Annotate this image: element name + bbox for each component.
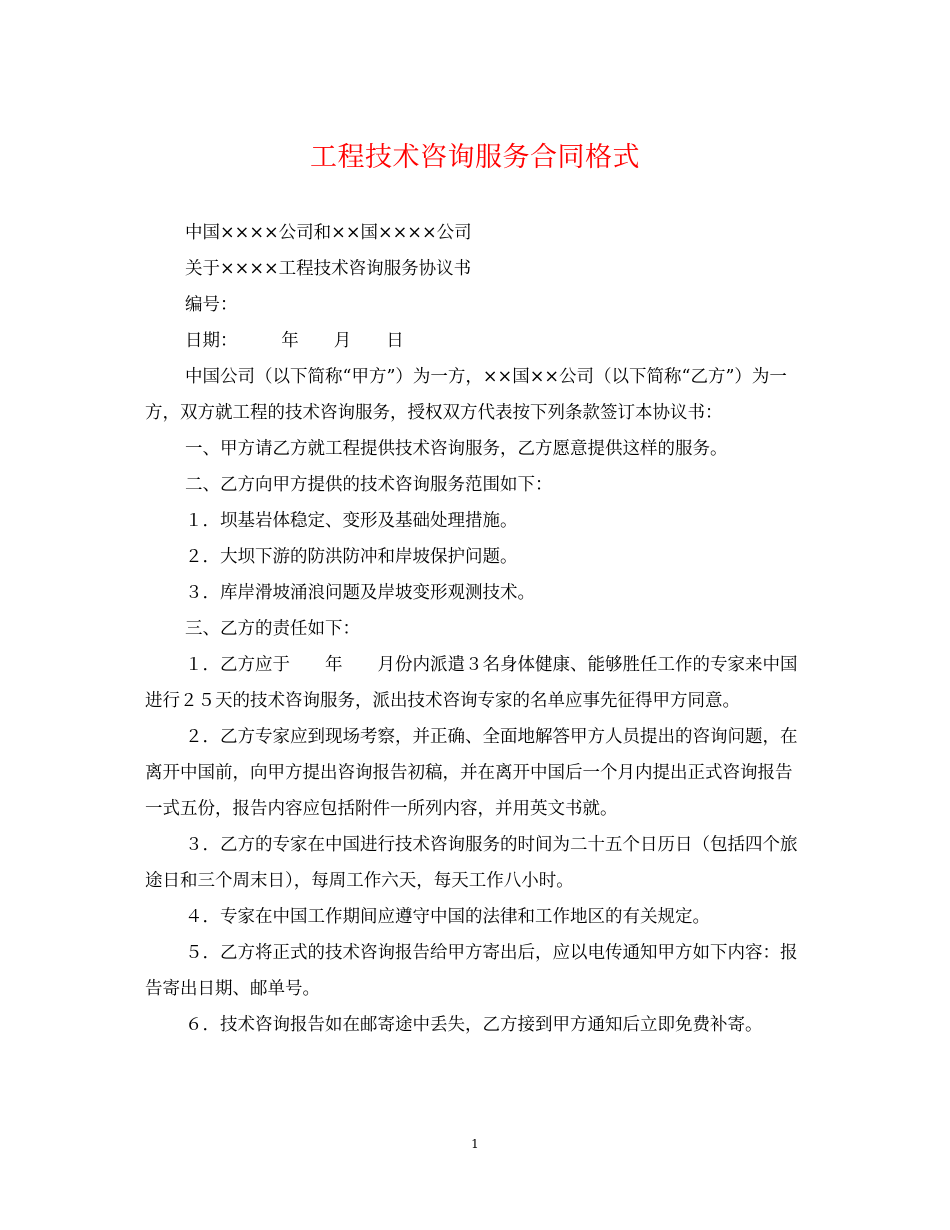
document-title: 工程技术咨询服务合同格式 bbox=[310, 142, 640, 173]
paragraph: ３．乙方的专家在中国进行技术咨询服务的时间为二十五个日历日（包括四个旅途日和三个周末日），每周工作六天，每天工作八小时。 bbox=[145, 835, 798, 891]
paragraph: ５．乙方将正式的技术咨询报告给甲方寄出后，应以电传通知甲方如下内容：报告寄出日期、邮单号。 bbox=[145, 943, 798, 999]
paragraph: ２．大坝下游的防洪防冲和岸坡保护问题。 bbox=[185, 547, 518, 567]
paragraph: 编号： bbox=[185, 295, 238, 315]
paragraph: 一、甲方请乙方就工程提供技术咨询服务，乙方愿意提供这样的服务。 bbox=[185, 439, 728, 459]
paragraph: ４．专家在中国工作期间应遵守中国的法律和工作地区的有关规定。 bbox=[185, 907, 710, 927]
page-number: 1 bbox=[471, 1137, 479, 1151]
paragraph: １．乙方应于 年 月份内派遣３名身体健康、能够胜任工作的专家来中国进行２５天的技术咨询服务，派出技术咨询专家的名单应事先征得甲方同意。 bbox=[145, 655, 798, 711]
paragraph: 关于××××工程技术咨询服务协议书 bbox=[185, 259, 472, 279]
paragraph: １．坝基岩体稳定、变形及基础处理措施。 bbox=[185, 511, 518, 531]
paragraph: ３．库岸滑坡涌浪问题及岸坡变形观测技术。 bbox=[185, 583, 535, 603]
paragraph: ６．技术咨询报告如在邮寄途中丢失，乙方接到甲方通知后立即免费补寄。 bbox=[185, 1015, 763, 1035]
paragraph: 三、乙方的责任如下： bbox=[185, 619, 360, 639]
paragraph: 日期： 年 月 日 bbox=[185, 331, 404, 351]
paragraph: 二、乙方向甲方提供的技术咨询服务范围如下： bbox=[185, 475, 553, 495]
paragraph: 中国××××公司和××国××××公司 bbox=[185, 223, 472, 243]
paragraph: ２．乙方专家应到现场考察，并正确、全面地解答甲方人员提出的咨询问题，在离开中国前，向甲方提出咨询报告初稿，并在离开中国后一个月内提出正式咨询报告一式五份，报告内容应包括附件一所列内容，并用英文书就。 bbox=[145, 727, 798, 819]
document-body bbox=[145, 215, 805, 1043]
paragraph: 中国公司（以下简称“甲方”）为一方，××国××公司（以下简称“乙方”）为一方，双方就工程的技术咨询服务，授权双方代表按下列条款签订本协议书： bbox=[145, 367, 787, 423]
